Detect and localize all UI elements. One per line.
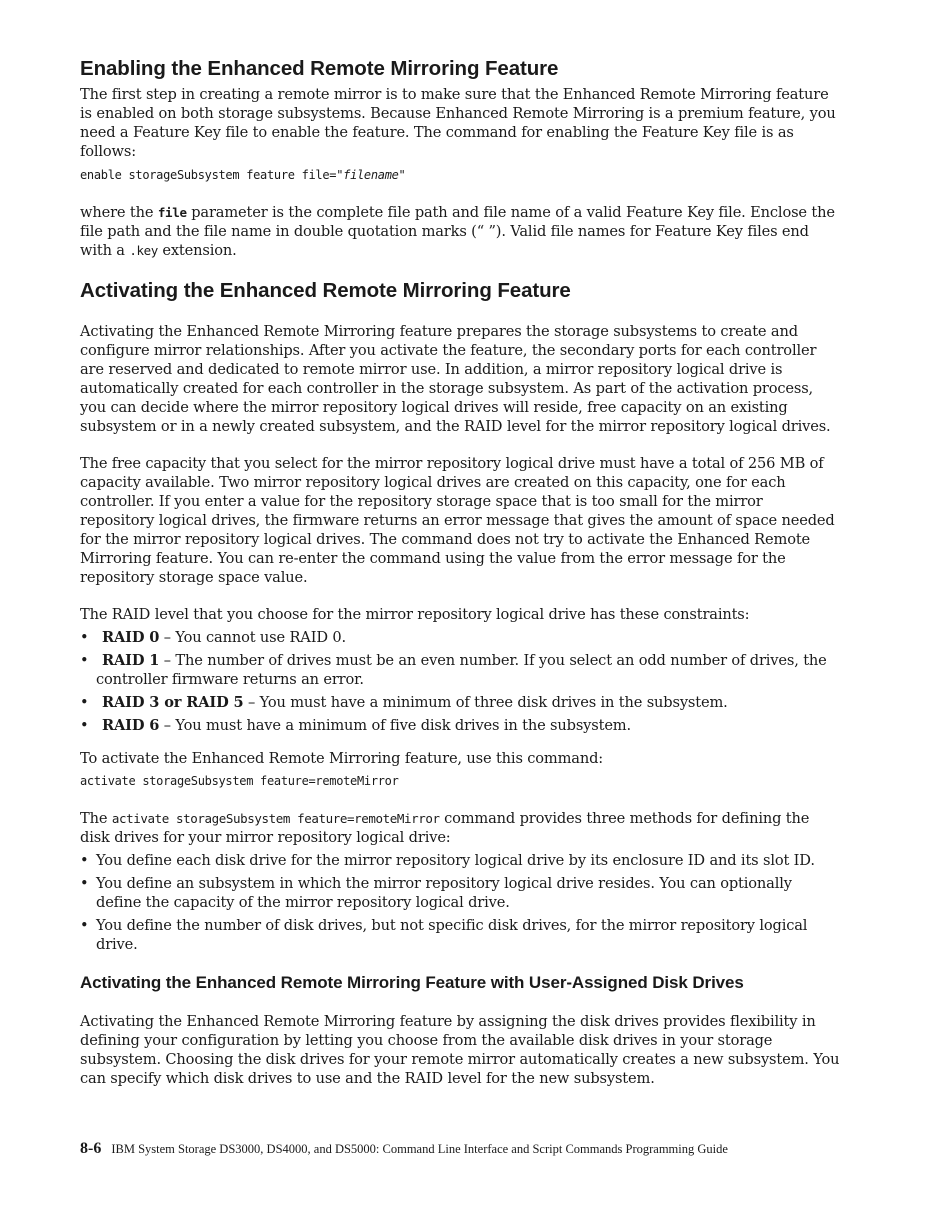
raid-term: RAID 3 or RAID 5 xyxy=(102,694,244,711)
document-page xyxy=(80,56,840,1088)
bullet: • xyxy=(80,917,89,934)
footer-title: IBM System Storage DS3000, DS4000, and DS5000: Command Line Interface and Script Commands Programming Guide xyxy=(111,1142,728,1156)
raid-term: RAID 1 xyxy=(102,652,160,669)
paragraph-enabling-intro: The first step in creating a remote mirror is to make sure that the Enhanced Remote Mirroring feature is enabled on both storage subsystems. Because Enhanced Remote Mirroring is a premium feature, you need a Feature Key file to enable the feature. The command for enabling the Feature Key file is as follows: xyxy=(80,86,836,160)
list-item xyxy=(80,851,840,870)
list-item xyxy=(80,916,840,954)
code-enable-prefix: enable storageSubsystem feature file=" xyxy=(80,168,344,182)
page-number: 8-6 xyxy=(80,1140,102,1157)
text-fragment: parameter is the complete file path and file name of a valid Feature Key file. Enclose the file path and the file name in double quotation marks (“ ”). Valid file names for Feature Key files end with a xyxy=(80,204,835,259)
section-heading-enabling: Enabling the Enhanced Remote Mirroring Feature xyxy=(80,57,559,80)
raid-term: RAID 0 xyxy=(102,629,160,646)
list-item xyxy=(80,651,840,689)
raid-text: – You cannot use RAID 0. xyxy=(159,629,346,646)
methods-list xyxy=(80,851,840,954)
raid-text: – You must have a minimum of three disk drives in the subsystem. xyxy=(243,694,728,711)
text-fragment: The xyxy=(80,810,112,827)
bullet: • xyxy=(80,652,89,669)
code-enable-suffix: " xyxy=(398,168,406,182)
code-enable-command xyxy=(80,167,840,183)
extension-key: .key xyxy=(129,243,158,258)
inline-command: activate storageSubsystem feature=remoteMirror xyxy=(111,811,440,826)
subsection-heading-user-assigned: Activating the Enhanced Remote Mirroring Feature with User-Assigned Disk Drives xyxy=(80,973,744,992)
paragraph-file-parameter xyxy=(80,203,840,260)
bullet: • xyxy=(80,875,89,892)
method-text: You define the number of disk drives, but not specific disk drives, for the mirror repository logical drive. xyxy=(96,917,808,953)
raid-constraints-list xyxy=(80,628,840,735)
section-heading-activating: Activating the Enhanced Remote Mirroring Feature xyxy=(80,279,571,302)
bullet: • xyxy=(80,629,89,646)
text-fragment: where the xyxy=(80,204,158,221)
bullet: • xyxy=(80,852,89,869)
method-text: You define an subsystem in which the mirror repository logical drive resides. You can optionally define the capacity of the mirror repository logical drive. xyxy=(96,875,792,911)
list-item xyxy=(80,693,840,712)
page-footer xyxy=(80,1140,880,1158)
bullet: • xyxy=(80,694,89,711)
raid-text: – The number of drives must be an even number. If you select an odd number of drives, the controller firmware returns an error. xyxy=(96,652,827,688)
text-fragment: command provides three methods for defining the disk drives for your mirror repository logical drive: xyxy=(80,810,810,846)
paragraph-raid-constraints: The RAID level that you choose for the mirror repository logical drive has these constraints: xyxy=(80,606,750,623)
text-fragment: extension. xyxy=(157,242,237,259)
method-text: You define each disk drive for the mirror repository logical drive by its enclosure ID and its slot ID. xyxy=(96,852,815,869)
list-item xyxy=(80,716,840,735)
bullet: • xyxy=(80,717,89,734)
paragraph-activating-intro: Activating the Enhanced Remote Mirroring feature prepares the storage subsystems to create and configure mirror relationships. After you activate the feature, the secondary ports for each controller are reserved and dedicated to remote mirror use. In addition, a mirror repository logical drive is automatically created for each controller in the storage subsystem. As part of the activation process, you can decide where the mirror repository logical drives will reside, free capacity on an existing subsystem or in a newly created subsystem, and the RAID level for the mirror repository logical drives. xyxy=(80,323,831,435)
paragraph-free-capacity: The free capacity that you select for the mirror repository logical drive must have a total of 256 MB of capacity available. Two mirror repository logical drives are created on this capacity, one for each controller. If you enter a value for the repository storage space that is too small for the mirror repository logical drives, the firmware returns an error message that gives the amount of space needed for the mirror repository logical drives. The command does not try to activate the Enhanced Remote Mirroring feature. You can re-enter the command using the value from the error message for the repository storage space value. xyxy=(80,455,835,586)
list-item xyxy=(80,874,840,912)
paragraph-activate-command-intro: To activate the Enhanced Remote Mirroring feature, use this command: xyxy=(80,750,604,767)
code-activate-command: activate storageSubsystem feature=remoteMirror xyxy=(80,774,399,788)
raid-text: – You must have a minimum of five disk drives in the subsystem. xyxy=(159,717,631,734)
paragraph-user-assigned: Activating the Enhanced Remote Mirroring feature by assigning the disk drives provides flexibility in defining your configuration by letting you choose from the available disk drives in your storage subsystem. Choosing the disk drives for your remote mirror automatically creates a new subsystem. You can specify which disk drives to use and the RAID level for the new subsystem. xyxy=(80,1013,840,1087)
paragraph-three-methods xyxy=(80,809,840,847)
code-enable-filename: filename xyxy=(343,168,399,182)
param-file: file xyxy=(157,205,187,220)
list-item xyxy=(80,628,840,647)
raid-term: RAID 6 xyxy=(102,717,160,734)
